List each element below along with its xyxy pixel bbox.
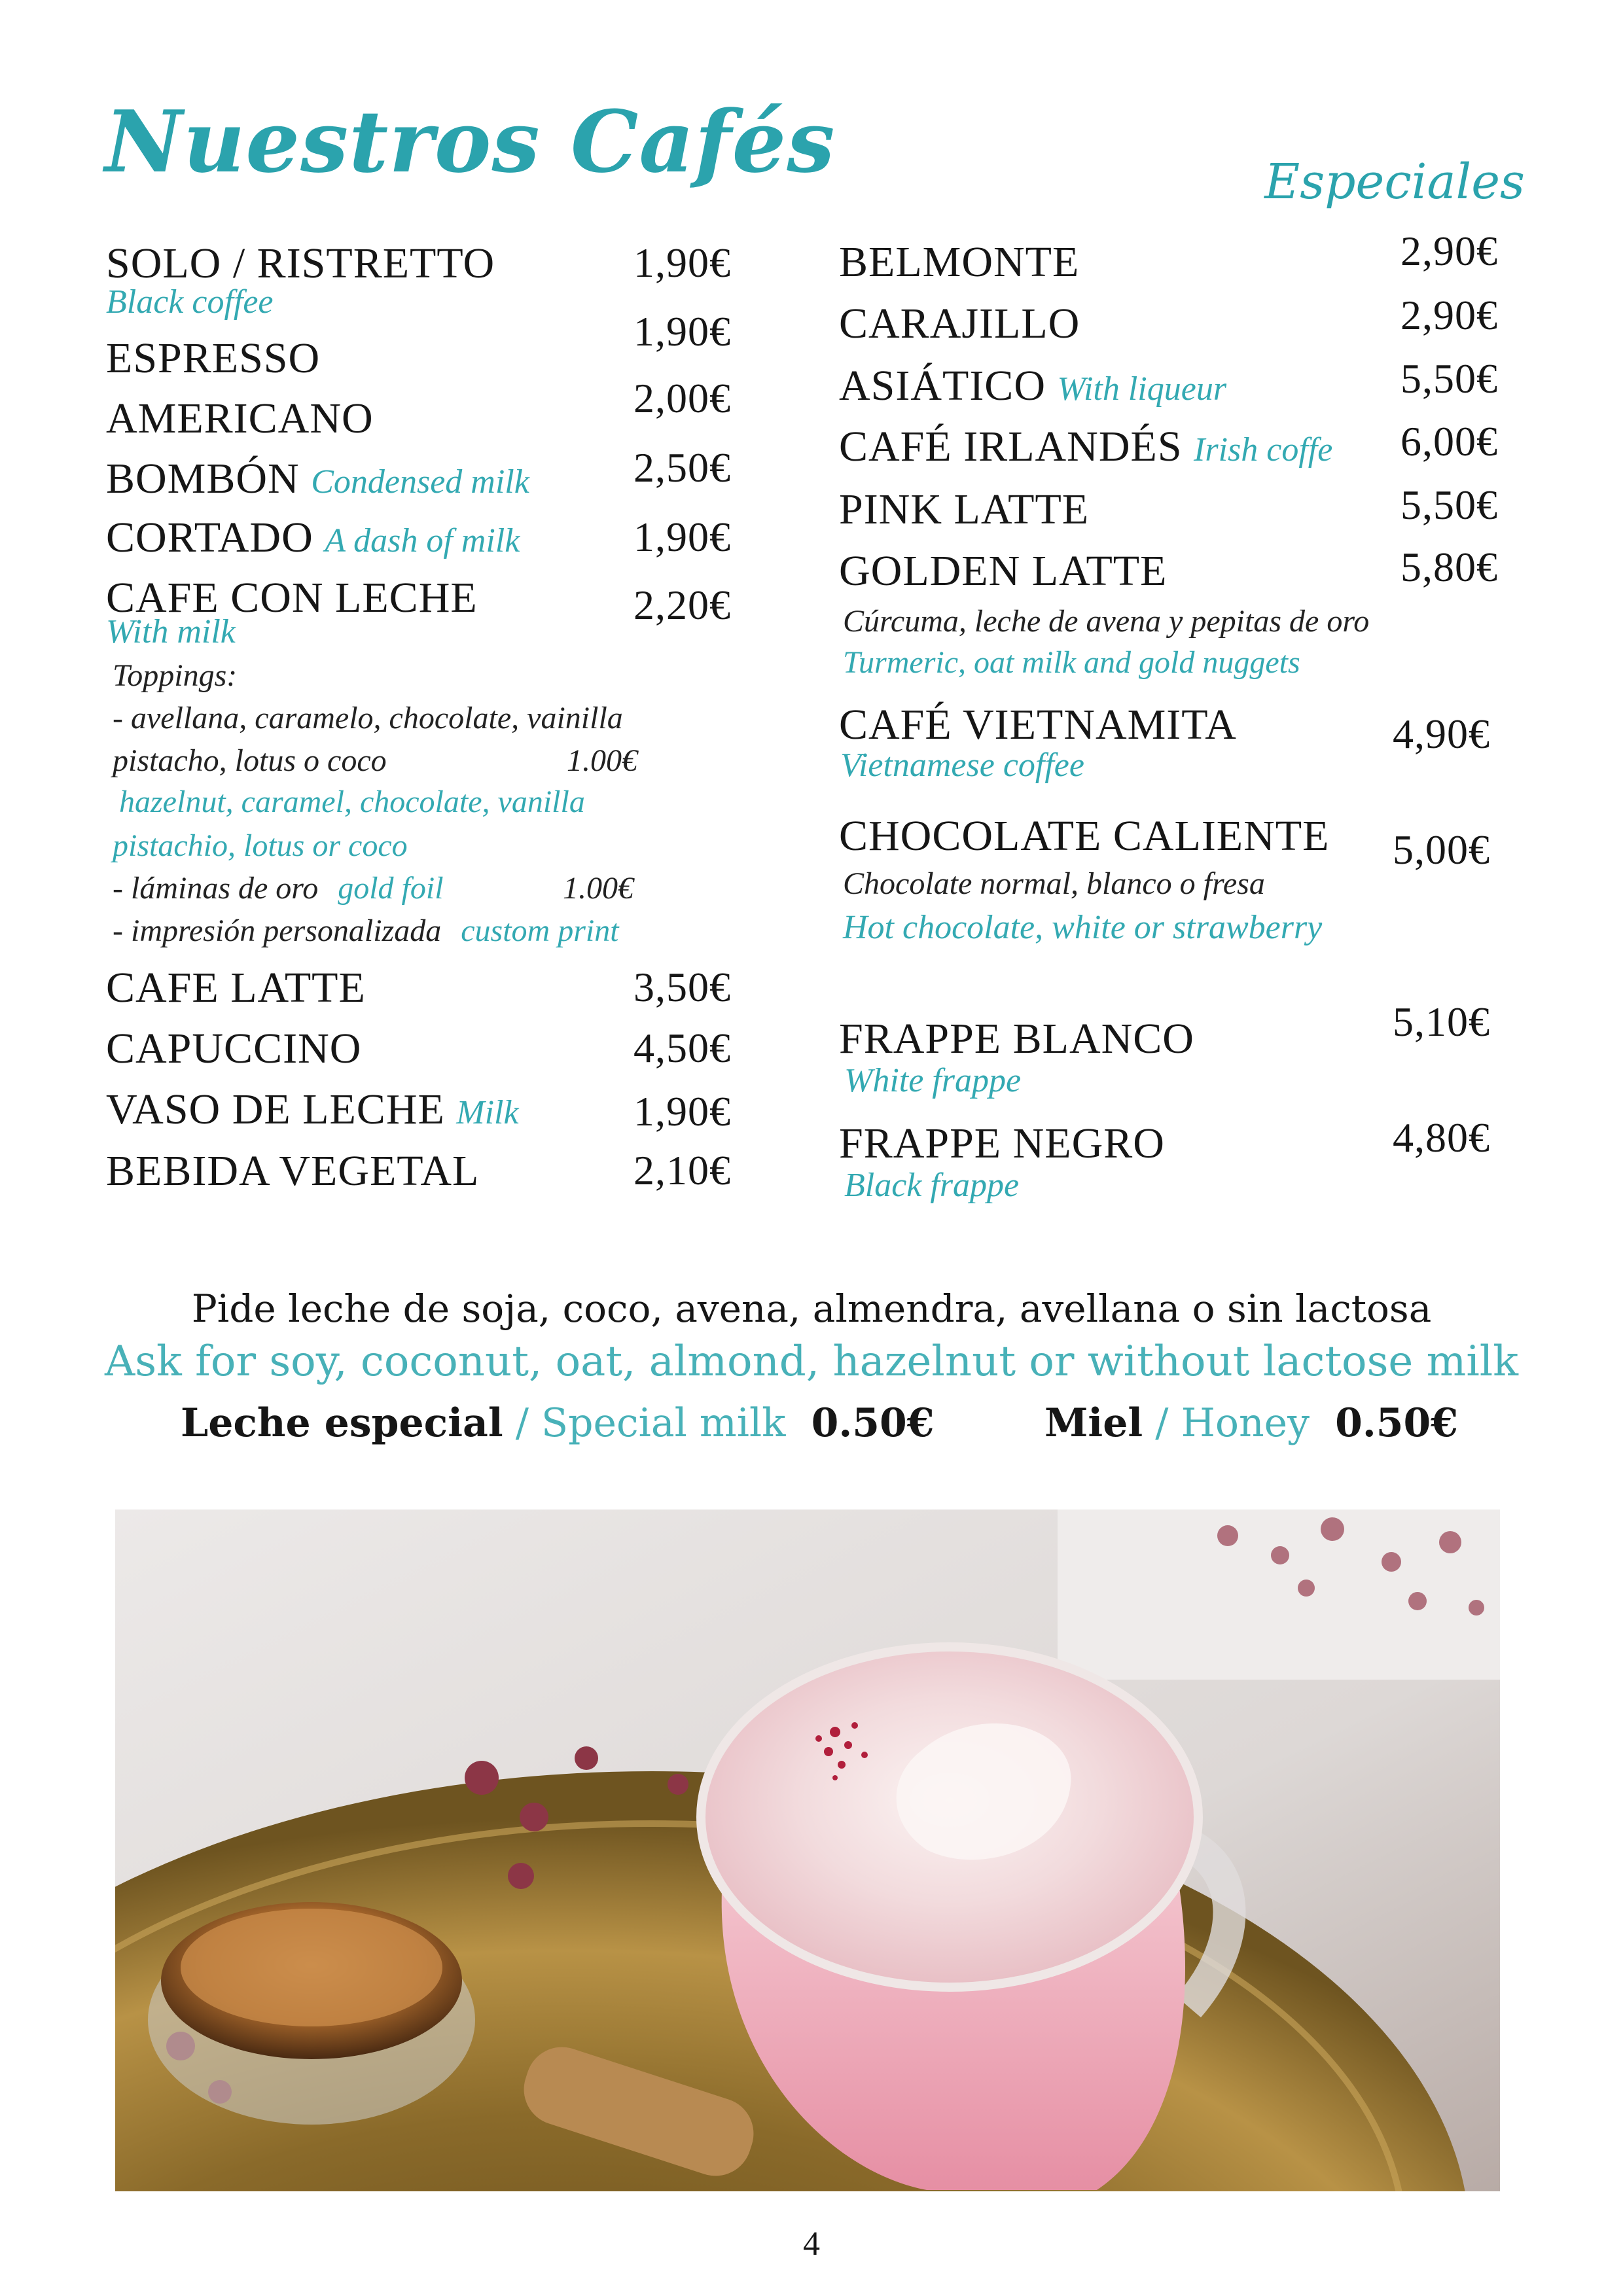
menu-item-price: 2,10€ (633, 1147, 731, 1193)
menu-item-row (106, 1085, 519, 1135)
separator: / (515, 1400, 529, 1446)
menu-item-price: 1,90€ (633, 308, 731, 355)
menu-item-name: PINK LATTE (839, 486, 1090, 533)
menu-item-translation: With liqueur (1057, 370, 1227, 408)
menu-item-translation: White frappe (844, 1062, 1022, 1099)
toppings-item: - láminas de oro (113, 871, 319, 906)
menu-item-name: ESPRESSO (106, 334, 321, 382)
menu-item-name: CAPUCCINO (106, 1025, 362, 1072)
menu-item-price: 2,90€ (1400, 292, 1498, 338)
menu-item-price: 2,20€ (633, 582, 731, 628)
menu-item-description: Chocolate normal, blanco o fresa (843, 866, 1265, 901)
menu-item-description: Cúrcuma, leche de avena y pepitas de oro (843, 604, 1370, 639)
menu-item-translation: Turmeric, oat milk and gold nuggets (843, 645, 1300, 680)
menu-item-price: 2,00€ (633, 375, 731, 421)
menu-item-price: 3,50€ (633, 964, 731, 1010)
menu-item-translation: Black frappe (844, 1167, 1020, 1204)
milk-note: Pide leche de soja, coco, avena, almendra, avellana o sin lactosa (191, 1286, 1432, 1331)
menu-item-translation: With milk (106, 613, 236, 650)
toppings-translation: hazelnut, caramel, chocolate, vanilla (119, 785, 585, 819)
menu-item-name: FRAPPE BLANCO (839, 1015, 1194, 1063)
special-milk-price: 0.50€ (811, 1400, 935, 1446)
menu-item-translation: Vietnamese coffee (840, 747, 1084, 784)
menu-item-name: SOLO / RISTRETTO (106, 239, 495, 287)
menu-item-name: VASO DE LECHE (106, 1086, 445, 1133)
separator: / (1155, 1400, 1169, 1446)
menu-item-name: CAFÉ IRLANDÉS (839, 423, 1183, 470)
menu-item-translation: Black coffee (106, 283, 274, 321)
menu-item-price: 1,90€ (633, 514, 731, 560)
honey-price: 0.50€ (1335, 1400, 1459, 1446)
menu-item-name: BELMONTE (839, 238, 1080, 286)
menu-item-price: 4,50€ (633, 1025, 731, 1071)
toppings-translation: gold foil (338, 871, 444, 906)
toppings-line: - avellana, caramelo, chocolate, vainilla (113, 701, 623, 735)
pink-latte-photo (115, 1510, 1500, 2191)
menu-item-translation: Condensed milk (311, 463, 529, 501)
page-number: 4 (803, 2225, 820, 2263)
menu-item-row (106, 513, 520, 563)
menu-item-price: 5,80€ (1400, 544, 1498, 590)
honey-label: Miel (1044, 1400, 1143, 1446)
honey-translation: Honey (1181, 1400, 1310, 1446)
menu-item-price: 5,50€ (1400, 482, 1498, 528)
toppings-line (113, 870, 444, 906)
milk-note-translation: Ask for soy, coconut, oat, almond, hazelnut or without lactose milk (104, 1337, 1519, 1386)
menu-item-price: 5,00€ (1393, 826, 1490, 873)
toppings-line: pistacho, lotus o coco (113, 743, 387, 778)
menu-item-name: AMERICANO (106, 395, 374, 442)
menu-item-row (839, 422, 1332, 472)
menu-item-row (106, 454, 529, 504)
honey-line (1044, 1400, 1458, 1446)
toppings-line (113, 913, 619, 949)
special-milk-label: Leche especial (181, 1400, 503, 1446)
special-milk-translation: Special milk (541, 1400, 786, 1446)
toppings-translation: custom print (461, 913, 619, 948)
menu-item-price: 6,00€ (1400, 418, 1498, 465)
toppings-heading: Toppings: (113, 658, 238, 693)
toppings-item: - impresión personalizada (113, 913, 442, 948)
menu-item-price: 1,90€ (633, 1088, 731, 1135)
menu-item-translation: Milk (456, 1094, 519, 1131)
menu-item-price: 4,90€ (1393, 711, 1490, 757)
toppings-price: 1.00€ (563, 871, 633, 906)
menu-item-name: CAFÉ VIETNAMITA (839, 701, 1237, 749)
menu-item-name: CAFE CON LECHE (106, 574, 478, 622)
menu-item-price: 2,50€ (633, 444, 731, 491)
menu-item-translation: Irish coffe (1194, 431, 1333, 468)
special-milk-line (181, 1400, 934, 1446)
menu-item-name: BEBIDA VEGETAL (106, 1147, 480, 1195)
menu-item-translation: A dash of milk (325, 522, 520, 559)
menu-item-name: CARAJILLO (839, 300, 1080, 347)
menu-item-translation: Hot chocolate, white or strawberry (843, 909, 1323, 946)
menu-item-row (839, 361, 1226, 411)
specials-heading: Especiales (1264, 154, 1525, 210)
menu-item-name: ASIÁTICO (839, 362, 1046, 410)
menu-item-price: 5,10€ (1393, 998, 1490, 1045)
menu-item-price: 4,80€ (1393, 1114, 1490, 1161)
toppings-translation: pistachio, lotus or coco (113, 828, 408, 863)
menu-item-name: GOLDEN LATTE (839, 547, 1168, 595)
menu-item-price: 5,50€ (1400, 355, 1498, 402)
menu-item-name: CORTADO (106, 514, 313, 561)
page-title: Nuestros Cafés (105, 92, 836, 192)
menu-item-name: CHOCOLATE CALIENTE (839, 812, 1330, 860)
menu-item-price: 1,90€ (633, 239, 731, 286)
menu-item-name: BOMBÓN (106, 455, 300, 503)
menu-item-price: 2,90€ (1400, 228, 1498, 274)
menu-item-name: FRAPPE NEGRO (839, 1120, 1165, 1167)
toppings-price: 1.00€ (567, 743, 637, 778)
menu-item-name: CAFE LATTE (106, 964, 366, 1012)
